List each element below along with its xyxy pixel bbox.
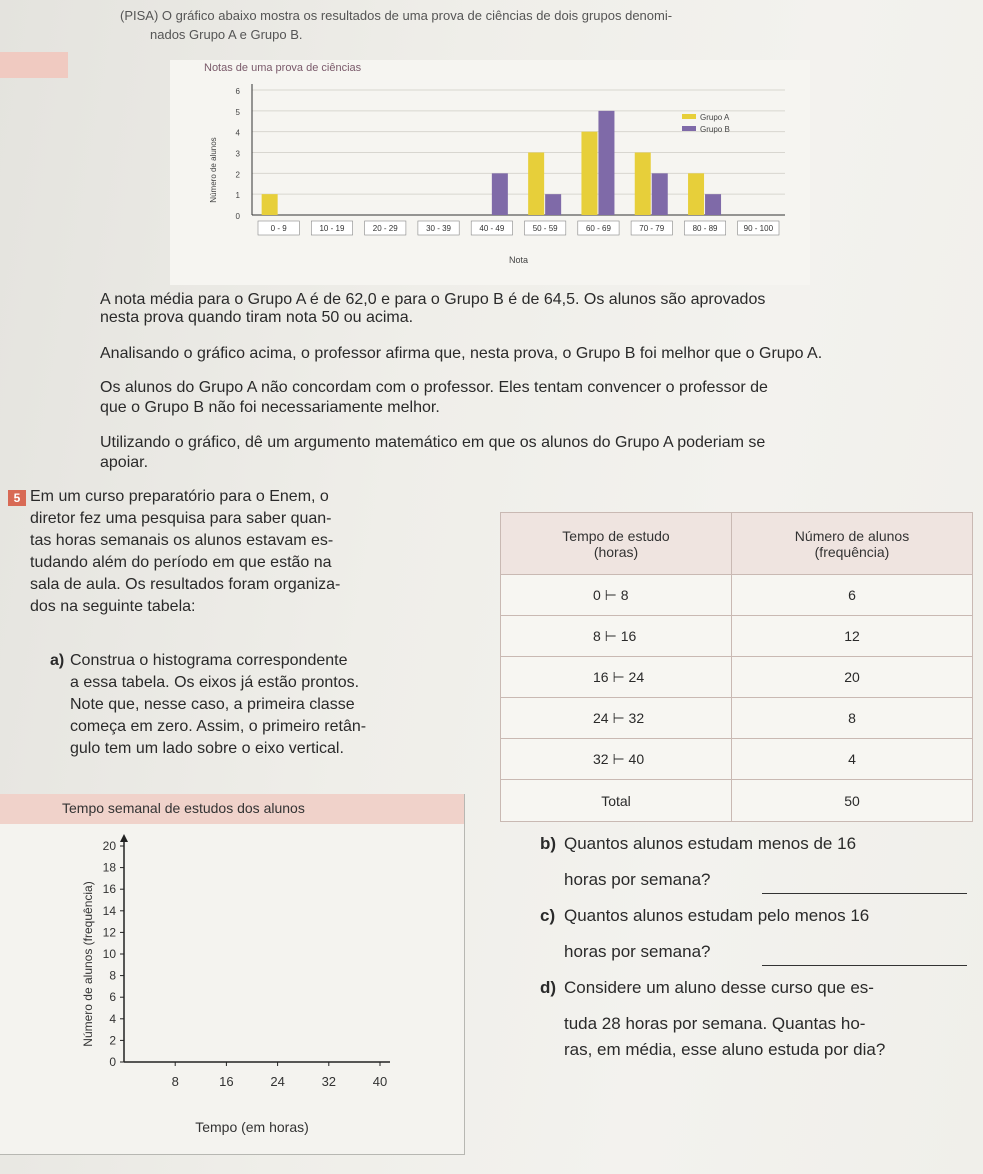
para-argumento-1: Utilizando o gráfico, dê um argumento matemático em que os alunos do Grupo A poderiam se (100, 434, 766, 451)
table-cell-interval: 0 ⊢ 8 (501, 575, 732, 616)
legend-label: Grupo B (700, 125, 730, 134)
hist-x-tick: 8 (171, 1074, 179, 1089)
top-y-tick: 5 (235, 107, 240, 117)
top-bar-chart (170, 60, 810, 285)
top-y-tick: 1 (235, 191, 240, 201)
hist-x-label: Tempo (em horas) (195, 1119, 309, 1135)
item-a-line: a essa tabela. Os eixos já estão prontos. (70, 674, 360, 691)
table-header-alunos: Número de alunos (frequência) (732, 513, 973, 575)
top-bar-grupo-a (635, 153, 651, 216)
top-y-label: Número de alunos (209, 137, 218, 203)
top-x-tick: 90 - 100 (743, 224, 774, 233)
top-bar-grupo-a (528, 153, 544, 216)
table-cell-interval: 8 ⊢ 16 (501, 616, 732, 657)
table-cell-frequency: 4 (732, 739, 973, 780)
top-bar-grupo-a (688, 173, 704, 215)
hist-y-tick: 4 (109, 1011, 116, 1026)
top-y-tick: 2 (235, 170, 240, 180)
histogram-title: Tempo semanal de estudos dos alunos (62, 800, 305, 816)
hist-y-tick: 14 (102, 903, 116, 918)
table-row (501, 657, 973, 698)
table-total-value: 50 (732, 780, 973, 822)
top-bar-grupo-b (598, 111, 614, 215)
para-alunos-1: Os alunos do Grupo A não concordam com o professor. Eles tentam convencer o professor de (100, 379, 768, 396)
question5-intro-line: sala de aula. Os resultados foram organiza- (30, 576, 341, 593)
table-row (501, 616, 973, 657)
hist-y-tick: 16 (102, 882, 116, 897)
top-bar-grupo-b (652, 173, 668, 215)
top-bar-grupo-b (492, 173, 508, 215)
item-c-label: c) (540, 906, 556, 925)
question5-intro-line: diretor fez uma pesquisa para saber quan- (30, 510, 332, 527)
para-alunos-2: que o Grupo B não foi necessariamente melhor. (100, 399, 440, 416)
question5-intro-line: tas horas semanais os alunos estavam es- (30, 532, 334, 549)
top-x-tick: 0 - 9 (270, 224, 287, 233)
hist-y-tick: 8 (109, 968, 116, 983)
hist-y-tick: 20 (102, 839, 116, 853)
table-cell-interval: 24 ⊢ 32 (501, 698, 732, 739)
top-bar-grupo-b (545, 194, 561, 215)
item-d-line3: ras, em média, esse aluno estuda por dia? (564, 1040, 886, 1059)
para-professor: Analisando o gráfico acima, o professor afirma que, nesta prova, o Grupo B foi melhor que o Grupo A. (100, 345, 823, 362)
hist-y-tick: 2 (109, 1033, 116, 1048)
para-media-2: nesta prova quando tiram nota 50 ou acima. (100, 309, 414, 326)
table-row (501, 739, 973, 780)
hist-x-tick: 40 (372, 1074, 388, 1089)
table-row (501, 575, 973, 616)
para-media-1: A nota média para o Grupo A é de 62,0 e para o Grupo B é de 64,5. Os alunos são aprovados (100, 291, 766, 308)
top-x-tick: 20 - 29 (372, 224, 398, 233)
hist-y-label: Número de alunos (frequência) (81, 881, 95, 1047)
hist-x-tick: 16 (219, 1074, 234, 1089)
top-bar-grupo-a (581, 132, 597, 215)
legend-swatch (682, 126, 696, 131)
top-x-tick: 10 - 19 (319, 224, 345, 233)
para-argumento-2: apoiar. (100, 454, 149, 471)
frequency-table (500, 512, 973, 822)
question-number-badge: 5 (8, 490, 26, 506)
question5-intro-line: dos na seguinte tabela: (30, 598, 196, 615)
table-cell-frequency: 8 (732, 698, 973, 739)
table-row (501, 698, 973, 739)
item-c-line1: Quantos alunos estudam pelo menos 16 (564, 906, 870, 925)
hist-x-tick: 24 (270, 1074, 285, 1089)
item-a-line: gulo tem um lado sobre o eixo vertical. (70, 740, 344, 757)
question5-intro (30, 486, 340, 618)
top-x-tick: 70 - 79 (639, 224, 665, 233)
hist-y-tick: 18 (102, 860, 116, 875)
hist-y-tick: 12 (102, 925, 116, 940)
question5-intro-line: Em um curso preparatório para o Enem, o (30, 488, 329, 505)
top-chart-title: Notas de uma prova de ciências (204, 62, 362, 74)
header-line2: nados Grupo A e Grupo B. (150, 27, 303, 42)
table-cell-frequency: 6 (732, 575, 973, 616)
top-x-tick: 50 - 59 (532, 224, 558, 233)
item-a-label: a) (50, 652, 65, 669)
legend-label: Grupo A (700, 113, 730, 122)
answer-line-c[interactable] (762, 965, 967, 966)
table-cell-frequency: 20 (732, 657, 973, 698)
item-a-line: começa em zero. Assim, o primeiro retân- (70, 718, 367, 735)
item-a-line: Note que, nesse caso, a primeira classe (70, 696, 355, 713)
item-b-line1: Quantos alunos estudam menos de 16 (564, 834, 857, 853)
top-x-tick: 80 - 89 (692, 224, 718, 233)
hist-y-tick: 10 (102, 947, 116, 961)
item-d-line2: tuda 28 horas por semana. Quantas ho- (564, 1014, 866, 1033)
table-cell-frequency: 12 (732, 616, 973, 657)
item-b-label: b) (540, 834, 557, 853)
hist-y-arrow (120, 834, 128, 842)
hist-y-tick: 6 (109, 990, 116, 1005)
table-cell-interval: 16 ⊢ 24 (501, 657, 732, 698)
histogram-axes (0, 824, 464, 1154)
hist-y-tick: 0 (109, 1055, 116, 1069)
item-b-line2: horas por semana? (564, 870, 711, 889)
top-bar-grupo-a (262, 194, 278, 215)
table-header-tempo: Tempo de estudo (horas) (501, 513, 732, 575)
item-d-line1: Considere um aluno desse curso que es- (564, 978, 874, 997)
top-bar-grupo-b (705, 194, 721, 215)
table-total-label: Total (501, 780, 732, 822)
legend-swatch (682, 114, 696, 119)
top-x-tick: 30 - 39 (426, 224, 452, 233)
top-y-tick: 6 (235, 87, 240, 96)
top-y-tick: 3 (235, 149, 240, 159)
top-x-tick: 40 - 49 (479, 224, 505, 233)
item-c-line2: horas por semana? (564, 942, 711, 961)
header-line1: (PISA) O gráfico abaixo mostra os resultados de uma prova de ciências de dois grupos denomi- (120, 8, 673, 23)
top-x-tick: 60 - 69 (585, 224, 611, 233)
item-d-label: d) (540, 978, 557, 997)
top-y-tick: 0 (235, 212, 240, 221)
item-a-text (70, 650, 366, 760)
top-x-label: Nota (508, 255, 529, 265)
table-cell-interval: 32 ⊢ 40 (501, 739, 732, 780)
section-tab (0, 52, 68, 78)
item-a-line: Construa o histograma correspondente (70, 652, 348, 669)
answer-line-b[interactable] (762, 893, 967, 894)
top-y-tick: 4 (235, 128, 240, 138)
question5-intro-line: tudando além do período em que estão na (30, 554, 332, 571)
hist-x-tick: 32 (321, 1074, 337, 1089)
top-chart-svg (170, 60, 810, 285)
